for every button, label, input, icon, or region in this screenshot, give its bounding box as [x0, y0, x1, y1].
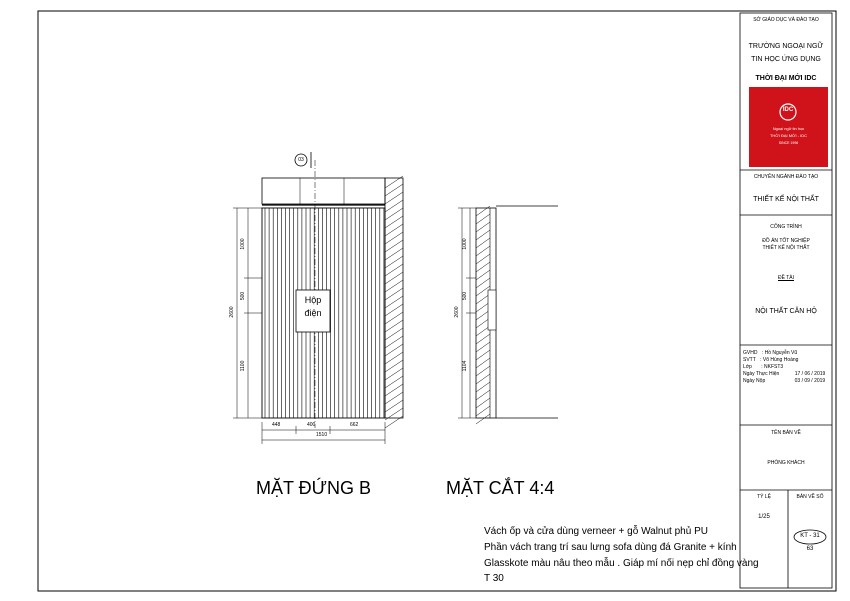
school-name-line1: TRƯỜNG NGOẠI NGỮ	[748, 43, 824, 50]
sheet-code: KT - 31	[800, 533, 820, 539]
sect-dim-total: 2600	[454, 306, 460, 318]
project-label: CÔNG TRÌNH	[770, 224, 802, 230]
info-row-start-date: Ngày Thực Hiện 17 / 06 / 2019	[743, 371, 826, 377]
note-line-2: Phần vách trang trí sau lưng sofa dùng đá Granite + kính	[484, 542, 737, 553]
logo-line2: THỜI ĐẠI MỚI - IDC	[769, 133, 808, 138]
note-line-3: Glasskote màu nâu theo mẫu . Giáp mí nối nẹp chỉ đồng vàng	[484, 558, 759, 569]
sect-dim-h2: 500	[462, 291, 468, 301]
electric-box-line2: điện	[304, 308, 322, 318]
scale-label: TỶ LỆ	[757, 494, 771, 500]
info-row-svtt: SVTT : Võ Hùng Hoàng	[743, 357, 799, 363]
note-line-4: T 30	[484, 573, 504, 584]
section-4-4	[458, 206, 558, 424]
elev-dim-w1: 448	[272, 422, 281, 428]
logo-line1: Ngoại ngữ tin học	[772, 126, 805, 131]
electric-box-line1: Hộp	[304, 295, 322, 305]
elev-dim-total: 2600	[229, 306, 235, 318]
note-line-1: Vách ốp và cửa dùng verneer + gỗ Walnut phủ PU	[484, 526, 708, 537]
elev-dim-w3: 662	[350, 422, 359, 428]
topic-value: NỘI THẤT CĂN HỘ	[755, 308, 817, 315]
drawing-name-label: TÊN BẢN VẼ	[771, 430, 801, 436]
elev-dim-h3: 1100	[240, 360, 246, 372]
sheet-number: 63	[806, 546, 814, 552]
info-row-submit-date: Ngày Nộp 03 / 09 / 2019	[743, 378, 826, 384]
elev-dim-w2: 400	[307, 422, 316, 428]
major-label: CHUYÊN NGÀNH ĐÀO TẠO	[753, 174, 819, 180]
school-name-line2: TIN HỌC ỨNG DỤNG	[751, 56, 821, 63]
scale-value: 1/25	[758, 514, 770, 520]
elev-dim-h1: 1000	[240, 238, 246, 250]
info-row-gvhd: GVHD : Hồ Nguyễn Vũ	[743, 350, 798, 356]
marker-label: 03	[298, 157, 304, 163]
sheet-label: BẢN VẼ SỐ	[796, 494, 824, 500]
major-value: THIẾT KẾ NỘI THẤT	[753, 196, 819, 203]
elev-dim-wtotal: 1510	[316, 432, 328, 438]
drawing-name-value: PHÒNG KHÁCH	[767, 460, 805, 466]
info-row-class: Lớp : NKFST3	[743, 364, 784, 370]
project-line1: ĐỒ ÁN TỐT NGHIỆP	[762, 238, 810, 244]
elevation-title: MẶT ĐỨNG B	[256, 478, 372, 498]
logo-line3: SINCE 1996	[778, 141, 799, 145]
school-dept: SỞ GIÁO DỤC VÀ ĐÀO TẠO	[753, 17, 819, 23]
topic-label: ĐỀ TÀI	[777, 275, 795, 281]
logo-mark: IDC	[782, 107, 794, 113]
elev-dim-h2: 500	[240, 291, 246, 301]
school-era: THỜI ĐẠI MỚI IDC	[755, 75, 817, 82]
section-title: MẶT CẮT 4:4	[446, 478, 555, 498]
project-line2: THIẾT KẾ NỘI THẤT	[762, 245, 810, 251]
sect-dim-h3: 1104	[462, 360, 468, 372]
sheet-border	[38, 11, 836, 591]
sect-dim-h1: 1000	[462, 238, 468, 250]
